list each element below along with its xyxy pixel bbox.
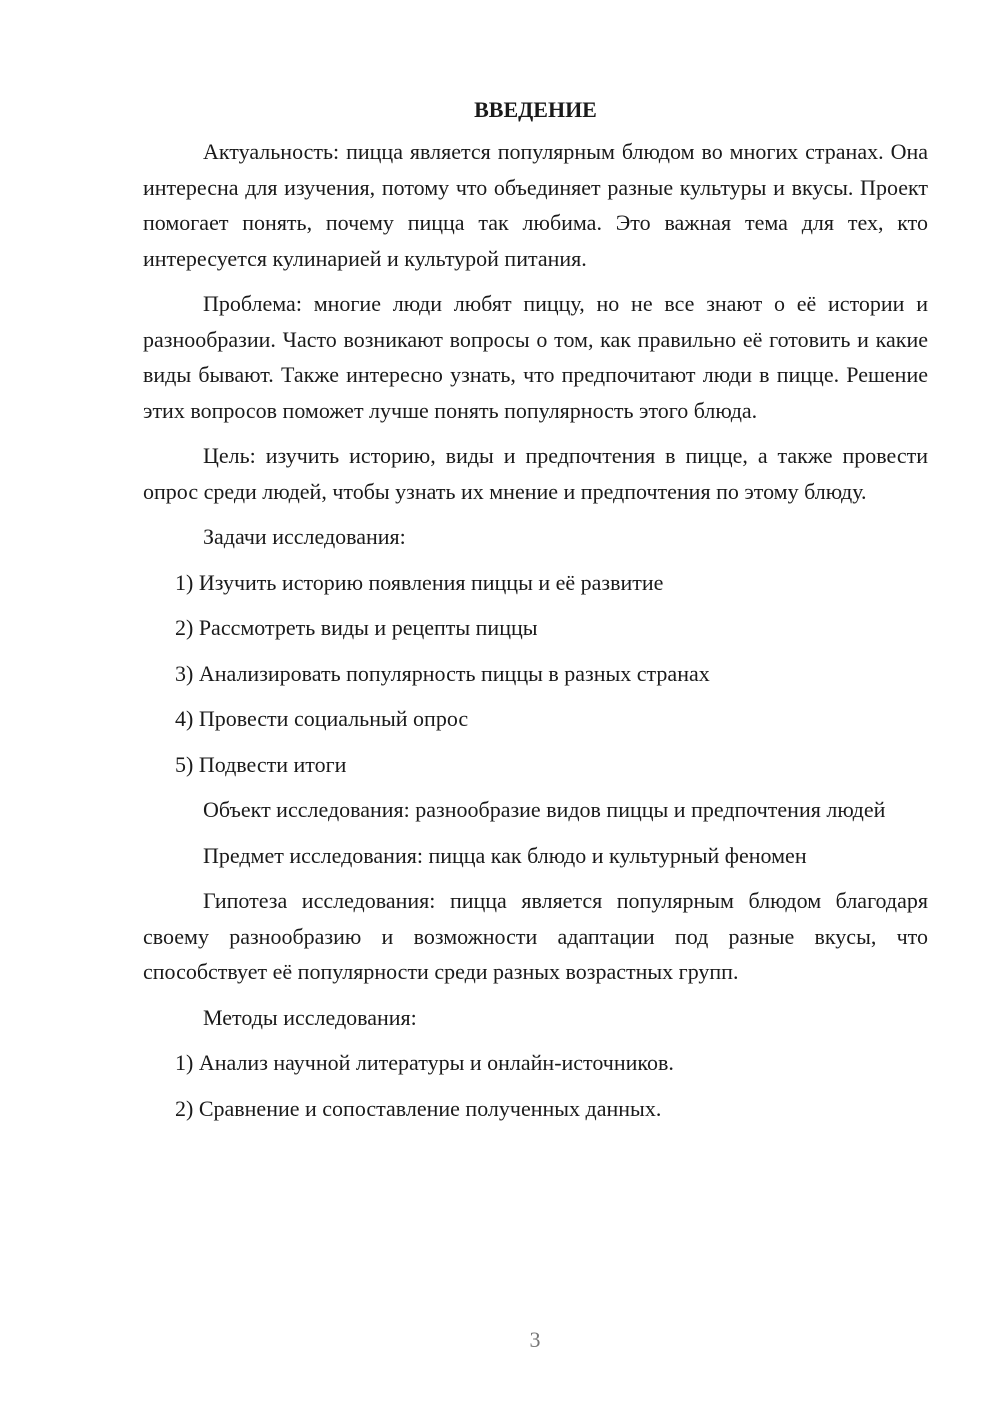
tasks-heading: Задачи исследования: [203, 524, 406, 549]
relevance-paragraph: Актуальность: пицца является популярным блюдом во многих странах. Она интересна для изучения, потому что объединяет разные культуры и вкусы. Проект помогает понять, почему пицца так любима. Это важная тема для тех, кто интересуется кулинарией и культурой питания. [143, 139, 928, 271]
methods-heading: Методы исследования: [203, 1004, 417, 1030]
list-item: 3) Анализировать популярность пиццы в разных странах [175, 660, 710, 686]
subject-paragraph: Предмет исследования: пицца как блюдо и культурный феномен [203, 842, 807, 868]
document-page [143, 90, 928, 1136]
goal-paragraph: Цель: изучить историю, виды и предпочтения в пицце, а также провести опрос среди людей, чтобы узнать их мнение и предпочтения по этому блюду. [143, 443, 928, 504]
list-item: 2) Рассмотреть виды и рецепты пиццы [175, 615, 538, 640]
methods-list [143, 1045, 928, 1126]
list-item: 4) Провести социальный опрос [175, 706, 469, 731]
hypothesis-paragraph: Гипотеза исследования: пицца является популярным блюдом благодаря своему разнообразию и возможности адаптации под разные вкусы, что способствует её популярности среди разных возрастных групп. [143, 888, 928, 984]
tasks-list [143, 565, 928, 783]
list-item: 2) Сравнение и сопоставление полученных данных. [175, 1095, 662, 1121]
list-item: 1) Анализ научной литературы и онлайн-источников. [175, 1050, 674, 1075]
object-paragraph: Объект исследования: разнообразие видов пиццы и предпочтения людей [203, 797, 886, 822]
page-number: 3 [529, 1327, 541, 1352]
problem-paragraph: Проблема: многие люди любят пиццу, но не все знают о её истории и разнообразии. Часто возникают вопросы о том, как правильно её готовить и какие виды бывают. Также интересно узнать, что предпочитают люди в пицце. Решение этих вопросов поможет лучше понять популярность этого блюда. [143, 291, 928, 423]
list-item: 5) Подвести итоги [175, 751, 347, 777]
page-title: ВВЕДЕНИЕ [474, 97, 597, 122]
list-item: 1) Изучить историю появления пиццы и её развитие [175, 569, 664, 595]
